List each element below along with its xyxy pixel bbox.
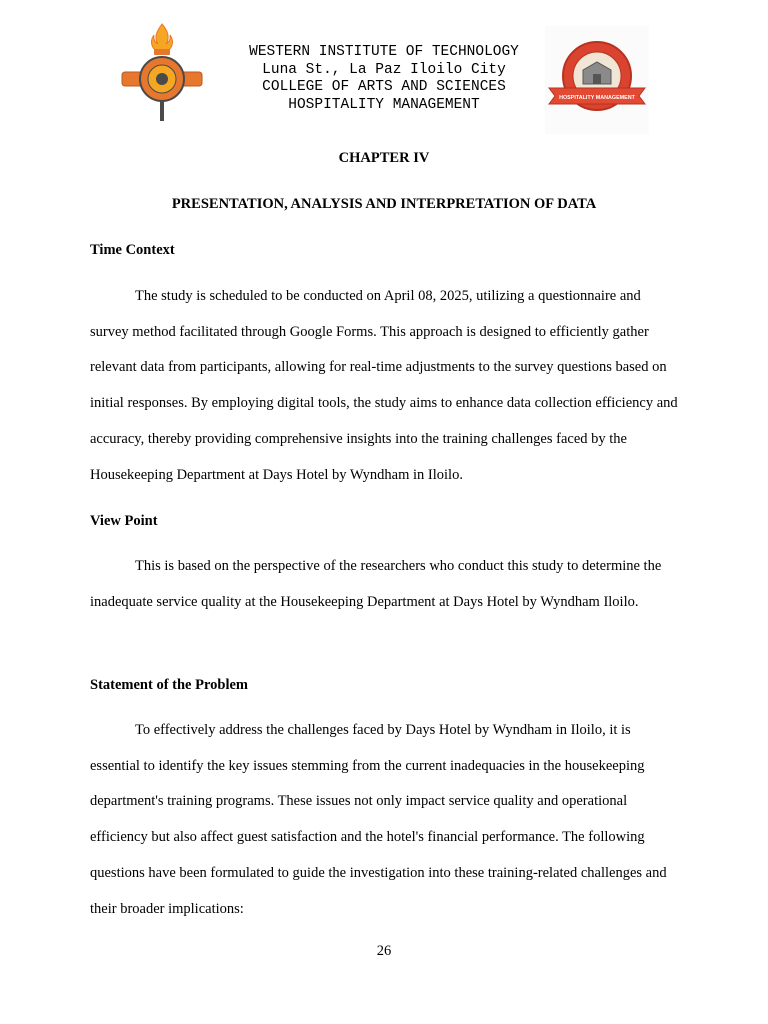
college-name: COLLEGE OF ARTS AND SCIENCES [262, 79, 506, 96]
chapter-title: PRESENTATION, ANALYSIS AND INTERPRETATION OF DATA [171, 196, 597, 212]
statement-of-problem-heading: Statement of the Problem [90, 677, 248, 693]
institution-address: Luna St., La Paz Iloilo City [262, 61, 506, 78]
torch-flame-icon [151, 24, 172, 50]
institution-name: WESTERN INSTITUTE OF TECHNOLOGY [249, 44, 519, 60]
statement-of-problem-paragraph: To effectively address the challenges faced by Days Hotel by Wyndham in Iloilo, it is essential to identify the key issues stemming from the current inadequacies in the housekeeping department's training programs. These issues not only impact service quality and operational efficiency but also affect guest satisfaction and the hotel's financial performance. The following questions have been formulated to guide the investigation into these training-related challenges and their broader implications: [90, 722, 667, 917]
seal-ribbon-text: HOSPITALITY MANAGEMENT [559, 95, 635, 101]
view-point-paragraph: This is based on the perspective of the researchers who conduct this study to determine the inadequate service quality at the Housekeeping Department at Days Hotel by Wyndham Iloilo. [90, 558, 662, 610]
institute-torch-seal-logo [120, 22, 204, 124]
time-context-paragraph: The study is scheduled to be conducted on April 08, 2025, utilizing a questionnaire and survey method facilitated through Google Forms. This approach is designed to efficiently gather relevant data from participants, allowing for real-time adjustments to the survey questions based on initial responses. By employing digital tools, the study aims to enhance data collection efficiency and accuracy, thereby providing comprehensive insights into the training challenges faced by the Housekeeping Department at Days Hotel by Wyndham in Iloilo. [90, 288, 678, 483]
time-context-heading: Time Context [90, 242, 175, 258]
hospitality-management-seal-logo [545, 26, 649, 134]
page-number: 26 [376, 943, 392, 959]
program-name: HOSPITALITY MANAGEMENT [288, 96, 480, 113]
institution-header [224, 44, 544, 114]
chapter-heading: CHAPTER IV [338, 150, 430, 166]
view-point-heading: View Point [90, 513, 158, 529]
